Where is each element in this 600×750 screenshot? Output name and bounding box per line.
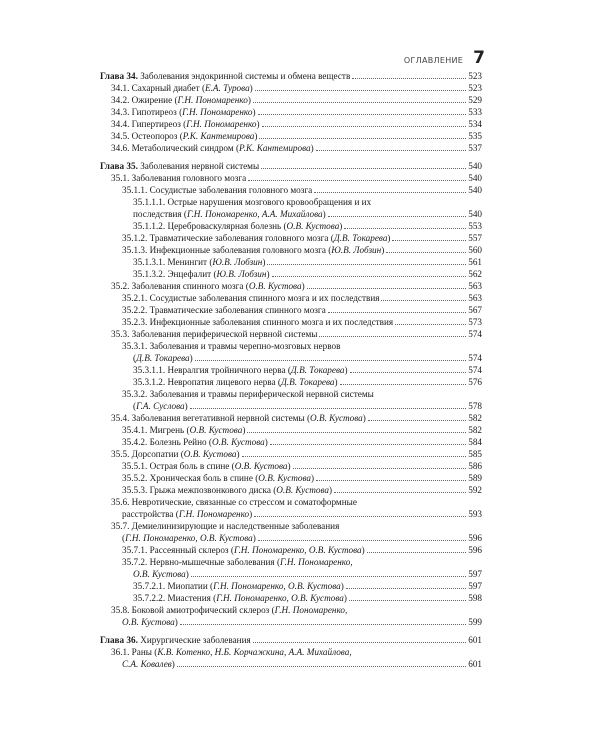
toc-page-number: 596: [468, 545, 482, 555]
toc-entry[interactable]: [100, 268, 482, 280]
toc-entry-text: 35.7. Демиелинизирующие и наследственные заболевания: [111, 521, 340, 531]
toc-chapter[interactable]: [100, 70, 482, 82]
toc-entry[interactable]: [100, 280, 482, 292]
dot-leader: [349, 600, 466, 601]
dot-leader: [381, 300, 466, 301]
toc-entry-text: 34.5. Остеопороз (Р.К. Кантемирова): [111, 131, 258, 141]
toc-entry[interactable]: [100, 508, 482, 520]
toc-entry[interactable]: [100, 82, 482, 94]
toc-entry[interactable]: [100, 580, 482, 592]
dot-leader: [258, 540, 466, 541]
toc-page-number: 584: [468, 437, 482, 447]
toc-entry[interactable]: [100, 646, 482, 658]
toc-page-number: 593: [468, 509, 482, 519]
toc-entry-text: (Г.Н. Пономаренко, О.В. Кустова): [122, 533, 256, 543]
dot-leader: [316, 480, 466, 481]
toc-page-number: 557: [468, 233, 482, 243]
toc-entry-text: последствия (Г.Н. Пономаренко, А.А. Михайлова): [133, 209, 326, 219]
toc-page-number: 574: [468, 365, 482, 375]
dot-leader: [350, 372, 467, 373]
dot-leader: [395, 324, 466, 325]
toc-entry[interactable]: [100, 658, 482, 670]
toc-entry[interactable]: [100, 328, 482, 340]
toc-entry-text: 35.2. Заболевания спинного мозга (О.В. Кустова): [111, 281, 305, 291]
toc-page-number: 585: [468, 449, 482, 459]
dot-leader: [328, 216, 467, 217]
toc-entry-text: 36.1. Раны (К.В. Котенко, Н.Б. Корчажкина, А.А. Михайлова,: [111, 647, 352, 657]
toc-page-number: 597: [468, 569, 482, 579]
header-title: ОГЛАВЛЕНИЕ: [403, 56, 464, 65]
toc-entry[interactable]: [100, 232, 482, 244]
dot-leader: [258, 114, 467, 115]
toc-entry[interactable]: [100, 142, 482, 154]
toc-entry[interactable]: [100, 106, 482, 118]
toc-page-number: 533: [468, 107, 482, 117]
toc-entry-text: 35.7.1. Рассеянный склероз (Г.Н. Пономаренко, О.В. Кустова): [122, 545, 365, 555]
toc-page-number: 553: [468, 221, 482, 231]
toc-entry-text: 35.1.2. Травматические заболевания головного мозга (Д.В. Токарева): [122, 233, 391, 243]
dot-leader: [242, 456, 467, 457]
toc-page-number: 529: [468, 95, 482, 105]
toc-entry-text: 35.1.3. Инфекционные заболевания головного мозга (Ю.В. Лобзин): [122, 245, 385, 255]
toc-entry[interactable]: [100, 196, 482, 208]
toc-entry[interactable]: [100, 172, 482, 184]
dot-leader: [307, 288, 467, 289]
toc-entry[interactable]: [100, 544, 482, 556]
toc-entry-text: 35.3.1.1. Невралгия тройничного нерва (Д.В. Токарева): [133, 365, 348, 375]
dot-leader: [270, 444, 466, 445]
toc-entry[interactable]: [100, 118, 482, 130]
toc-entry[interactable]: [100, 592, 482, 604]
toc-entry-text: 34.4. Гипертиреоз (Г.Н. Пономаренко): [111, 119, 260, 129]
toc-entry-text: 35.1.1.1. Острые нарушения мозгового кровообращения и их: [133, 197, 372, 207]
toc-page-number: 597: [468, 581, 482, 591]
toc-page-number: 582: [468, 425, 482, 435]
toc-entry-text: Глава 35. Заболевания нервной системы: [100, 161, 260, 171]
toc-entry-text: расстройства (Г.Н. Пономаренко): [122, 509, 253, 519]
dot-leader: [346, 588, 466, 589]
toc-entry[interactable]: [100, 94, 482, 106]
toc-entry-text: 35.6. Невротические, связанные со стрессом и соматоформные: [111, 497, 357, 507]
toc-page-number: 537: [468, 143, 482, 153]
dot-leader: [316, 150, 467, 151]
toc-entry[interactable]: [100, 376, 482, 388]
toc-entry[interactable]: [100, 520, 482, 532]
toc-entry[interactable]: [100, 244, 482, 256]
toc-page-number: 574: [468, 329, 482, 339]
toc-entry[interactable]: [100, 400, 482, 412]
dot-leader: [261, 168, 466, 169]
dot-leader: [253, 642, 466, 643]
toc-entry-text: 35.2.1. Сосудистые заболевания спинного мозга и их последствия: [122, 293, 380, 303]
toc-entry-text: С.А. Ковалев): [122, 659, 175, 669]
dot-leader: [319, 336, 466, 337]
toc-page-number: 592: [468, 485, 482, 495]
toc-entry-text: 35.5.3. Грыжа межпозвонкового диска (О.В. Кустова): [122, 485, 333, 495]
dot-leader: [262, 126, 467, 127]
dot-leader: [190, 408, 467, 409]
dot-leader: [267, 264, 466, 265]
toc-entry[interactable]: [100, 364, 482, 376]
toc-entry-text: 35.3.1. Заболевания и травмы черепно-мозговых нервов: [122, 341, 341, 351]
toc-page-number: 586: [468, 461, 482, 471]
toc-entry-text: 35.3.2. Заболевания и травмы периферической нервной системы: [122, 389, 374, 399]
toc-entry-text: 35.4.1. Мигрень (О.В. Кустова): [122, 425, 246, 435]
toc-page-number: 563: [468, 293, 482, 303]
dot-leader: [177, 666, 466, 667]
dot-leader: [254, 516, 466, 517]
toc-entry-text: 35.7.2. Нервно-мышечные заболевания (Г.Н. Пономаренко,: [122, 557, 353, 567]
toc-entry-text: 34.6. Метаболический синдром (Р.К. Кантемирова): [111, 143, 314, 153]
toc-entry-text: 34.1. Сахарный диабет (Е.А. Турова): [111, 83, 253, 93]
toc-page-number: 523: [468, 71, 482, 81]
dot-leader: [392, 240, 466, 241]
toc-entry[interactable]: [100, 388, 482, 400]
toc-entry[interactable]: [100, 436, 482, 448]
toc-entry[interactable]: [100, 496, 482, 508]
toc-page-number: 561: [468, 257, 482, 267]
toc-entry-text: Глава 34. Заболевания эндокринной системы и обмена веществ: [100, 71, 351, 81]
toc-entry-text: О.В. Кустова): [122, 617, 178, 627]
toc-entry[interactable]: [100, 304, 482, 316]
toc-page-number: 576: [468, 377, 482, 387]
toc-entry-text: 35.5.2. Хроническая боль в спине (О.В. Кустова): [122, 473, 315, 483]
toc-page-number: 540: [468, 209, 482, 219]
dot-leader: [334, 492, 466, 493]
toc-page-number: 540: [468, 161, 482, 171]
dot-leader: [340, 384, 467, 385]
toc-entry[interactable]: [100, 604, 482, 616]
toc-entry[interactable]: [100, 448, 482, 460]
toc-entry-text: 35.2.3. Инфекционные заболевания спинного мозга и их последствия: [122, 317, 394, 327]
toc-entry[interactable]: [100, 208, 482, 220]
toc-page-number: 563: [468, 281, 482, 291]
dot-leader: [293, 468, 467, 469]
toc-page-number: 601: [468, 659, 482, 669]
toc-entry-text: 35.5.1. Острая боль в спине (О.В. Кустова): [122, 461, 291, 471]
dot-leader: [180, 624, 466, 625]
toc-entry[interactable]: [100, 130, 482, 142]
toc-entry-text: 35.1.3.2. Энцефалит (Ю.В. Лобзин): [133, 269, 270, 279]
toc-page-number: 535: [468, 131, 482, 141]
toc-entry-text: 35.1.1. Сосудистые заболевания головного мозга: [122, 185, 313, 195]
toc-entry[interactable]: [100, 292, 482, 304]
dot-leader: [248, 180, 466, 181]
toc-entry[interactable]: [100, 424, 482, 436]
toc-entry[interactable]: [100, 460, 482, 472]
toc-entry-text: 35.1.3.1. Менингит (Ю.В. Лобзин): [133, 257, 266, 267]
toc-entry[interactable]: [100, 532, 482, 544]
table-of-contents: [100, 70, 482, 670]
toc-entry[interactable]: [100, 556, 482, 568]
toc-entry[interactable]: [100, 316, 482, 328]
toc-entry-text: 35.3. Заболевания периферической нервной системы: [111, 329, 318, 339]
dot-leader: [195, 360, 467, 361]
dot-leader: [314, 192, 466, 193]
toc-entry-text: Глава 36. Хирургические заболевания: [100, 635, 251, 645]
dot-leader: [386, 252, 466, 253]
toc-entry-text: 34.2. Ожирение (Г.Н. Пономаренко): [111, 95, 251, 105]
dot-leader: [368, 420, 466, 421]
toc-entry-text: 35.8. Боковой амиотрофический склероз (Г.Н. Пономаренко,: [111, 605, 348, 615]
toc-entry[interactable]: [100, 352, 482, 364]
dot-leader: [344, 228, 466, 229]
dot-leader: [328, 312, 466, 313]
toc-page-number: 523: [468, 83, 482, 93]
toc-entry[interactable]: [100, 616, 482, 628]
dot-leader: [272, 276, 467, 277]
toc-entry[interactable]: [100, 484, 482, 496]
toc-chapter[interactable]: [100, 634, 482, 646]
toc-entry[interactable]: [100, 256, 482, 268]
toc-entry-text: О.В. Кустова): [133, 569, 189, 579]
toc-entry[interactable]: [100, 184, 482, 196]
toc-entry[interactable]: [100, 472, 482, 484]
toc-page-number: 567: [468, 305, 482, 315]
toc-page-number: 601: [468, 635, 482, 645]
toc-entry-text: 35.4. Заболевания вегетативной нервной системы (О.В. Кустова): [111, 413, 366, 423]
toc-page-number: 540: [468, 173, 482, 183]
toc-entry[interactable]: [100, 220, 482, 232]
dot-leader: [253, 102, 466, 103]
toc-entry-text: 35.7.2.2. Миастения (Г.Н. Пономаренко, О.В. Кустова): [133, 593, 347, 603]
toc-entry-text: (Д.В. Токарева): [133, 353, 193, 363]
toc-entry-text: 35.5. Дорсопатии (О.В. Кустова): [111, 449, 240, 459]
dot-leader: [191, 576, 466, 577]
toc-entry[interactable]: [100, 568, 482, 580]
toc-page-number: 578: [468, 401, 482, 411]
toc-page-number: 574: [468, 353, 482, 363]
toc-entry[interactable]: [100, 412, 482, 424]
toc-page-number: 560: [468, 245, 482, 255]
toc-entry-text: (Г.А. Суслова): [133, 401, 188, 411]
toc-page-number: 582: [468, 413, 482, 423]
toc-page-number: 589: [468, 473, 482, 483]
page-number: 7: [473, 48, 485, 68]
toc-page-number: 598: [468, 593, 482, 603]
running-header: [404, 50, 485, 67]
toc-entry-text: 35.7.2.1. Миопатии (Г.Н. Пономаренко, О.В. Кустова): [133, 581, 344, 591]
toc-entry-text: 35.1. Заболевания головного мозга: [111, 173, 247, 183]
toc-page-number: 534: [468, 119, 482, 129]
dot-leader: [352, 78, 466, 79]
dot-leader: [255, 90, 466, 91]
toc-entry-text: 35.2.2. Травматические заболевания спинного мозга: [122, 305, 326, 315]
toc-page-number: 540: [468, 185, 482, 195]
toc-page-number: 573: [468, 317, 482, 327]
toc-page-number: 596: [468, 533, 482, 543]
toc-entry-text: 35.1.1.2. Цереброваскулярная болезнь (О.В. Кустова): [133, 221, 343, 231]
toc-chapter[interactable]: [100, 160, 482, 172]
toc-entry[interactable]: [100, 340, 482, 352]
toc-page-number: 599: [468, 617, 482, 627]
toc-entry-text: 35.3.1.2. Невропатия лицевого нерва (Д.В. Токарева): [133, 377, 338, 387]
toc-entry-text: 34.3. Гипотиреоз (Г.Н. Пономаренко): [111, 107, 256, 117]
toc-page-number: 562: [468, 269, 482, 279]
toc-entry-text: 35.4.2. Болезнь Рейно (О.В. Кустова): [122, 437, 268, 447]
dot-leader: [259, 138, 466, 139]
dot-leader: [247, 432, 466, 433]
dot-leader: [367, 552, 467, 553]
